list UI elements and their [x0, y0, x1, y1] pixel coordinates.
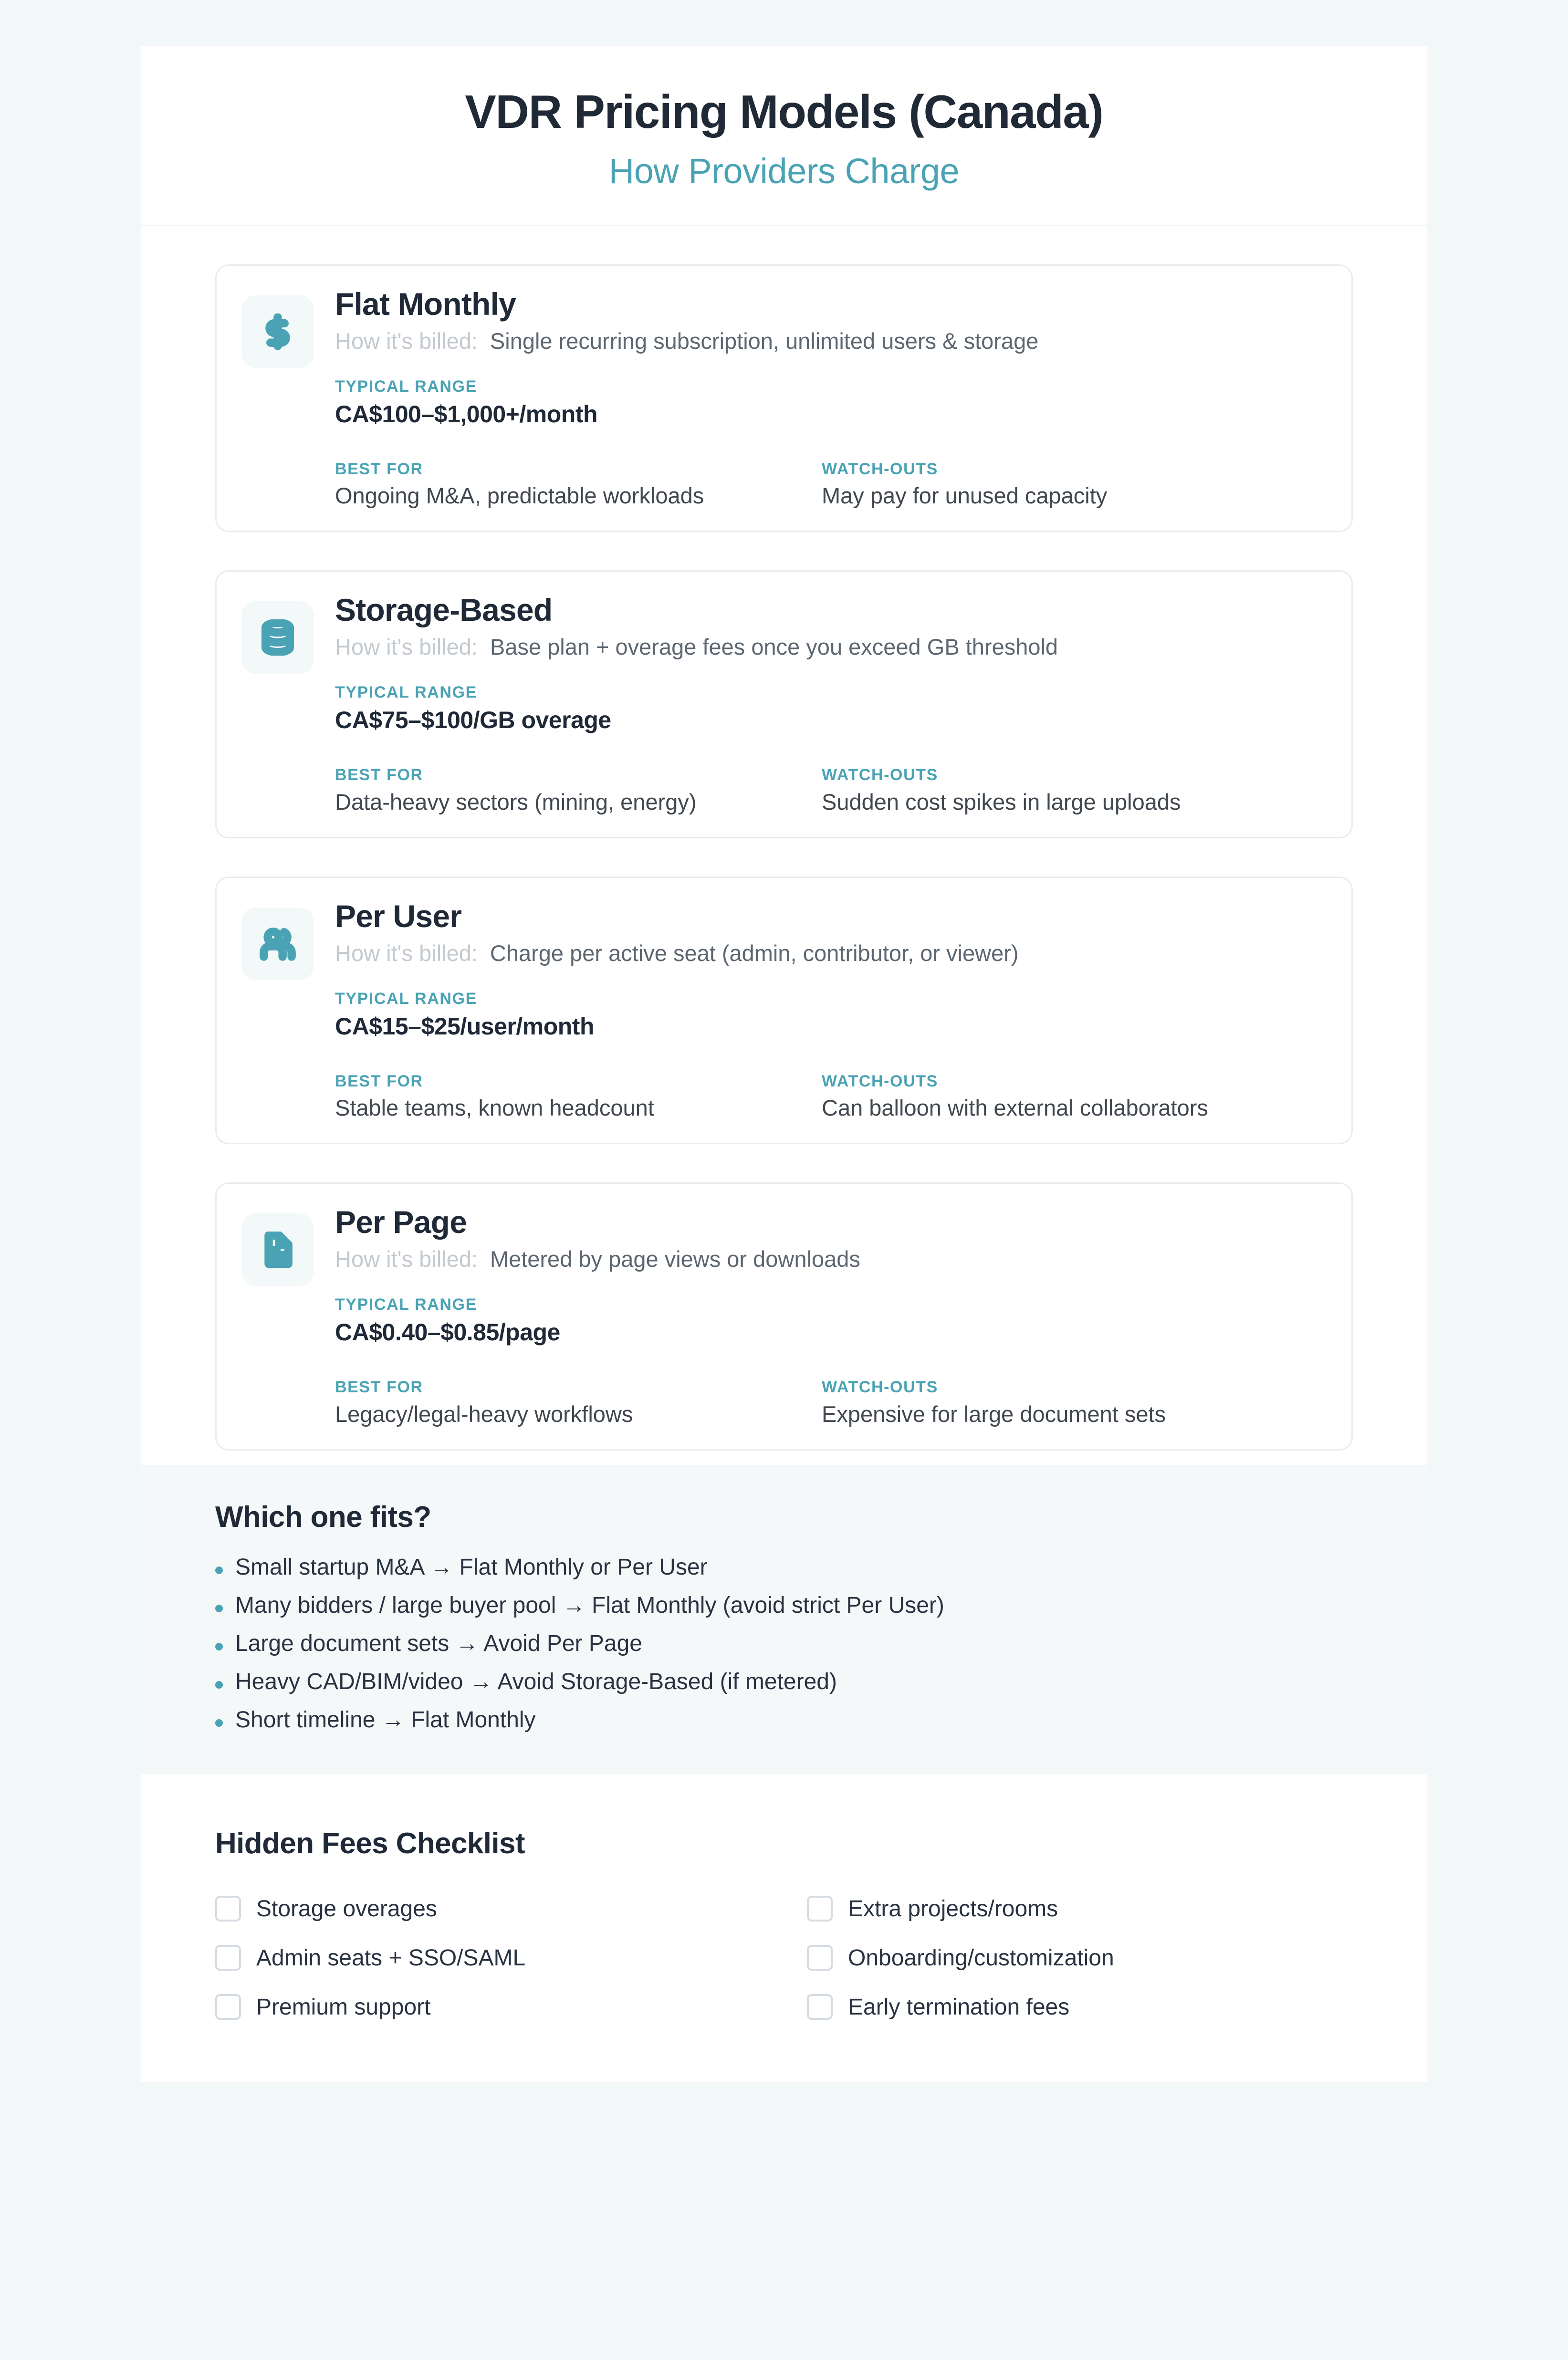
- billed-row: [335, 940, 1327, 966]
- typical-range-block: [335, 377, 1327, 428]
- typical-range-value: CA$0.40–$0.85/page: [335, 1319, 560, 1346]
- typical-range-value: CA$100–$1,000+/month: [335, 400, 598, 428]
- list-item-label: Small startup M&A → Flat Monthly or Per User: [235, 1554, 708, 1580]
- list-item-label: Short timeline → Flat Monthly: [235, 1707, 536, 1733]
- typical-range-block: [335, 989, 1327, 1040]
- billed-value: Metered by page views or downloads: [490, 1246, 860, 1272]
- bullet-icon: [215, 1643, 223, 1650]
- card-body: [335, 1206, 1327, 1427]
- checkbox-icon[interactable]: [215, 1994, 241, 2020]
- best-for-value: Legacy/legal-heavy workflows: [335, 1401, 633, 1427]
- dollar-sign-icon: [241, 295, 314, 368]
- checklist-item[interactable]: [807, 1896, 1353, 1922]
- best-for-block: [335, 1378, 822, 1427]
- billed-label: How it's billed:: [335, 634, 478, 660]
- hidden-fees-title: Hidden Fees Checklist: [215, 1827, 525, 1860]
- list-item: [215, 1592, 1353, 1619]
- typical-range-label: TYPICAL RANGE: [335, 377, 477, 396]
- watch-outs-label: WATCH-OUTS: [822, 459, 938, 478]
- list-item: [215, 1669, 1353, 1695]
- checklist-item[interactable]: [215, 1994, 807, 2020]
- best-for-value: Data-heavy sectors (mining, energy): [335, 789, 697, 815]
- checklist-item[interactable]: [215, 1896, 807, 1922]
- card-body: [335, 288, 1327, 509]
- checklist-item[interactable]: [807, 1994, 1353, 2020]
- which-one-fits-title: Which one fits?: [215, 1500, 431, 1534]
- checkbox-icon[interactable]: [807, 1994, 833, 2020]
- watch-outs-value: Sudden cost spikes in large uploads: [822, 789, 1181, 815]
- pricing-model-card-list: [141, 226, 1427, 1465]
- list-item: [215, 1707, 1353, 1733]
- typical-range-label: TYPICAL RANGE: [335, 1295, 477, 1314]
- checklist-item[interactable]: [807, 1945, 1353, 1971]
- which-one-fits-list: [215, 1554, 1353, 1733]
- checkbox-icon[interactable]: [807, 1896, 833, 1921]
- page-title: VDR Pricing Models (Canada): [465, 85, 1103, 138]
- card-body: [335, 900, 1327, 1121]
- typical-range-label: TYPICAL RANGE: [335, 683, 477, 702]
- checklist-item-label: Extra projects/rooms: [848, 1896, 1058, 1921]
- card-footer: [335, 1072, 1327, 1121]
- checkbox-icon[interactable]: [215, 1945, 241, 1971]
- bullet-icon: [215, 1605, 223, 1612]
- billed-label: How it's billed:: [335, 940, 478, 966]
- checklist-item-label: Onboarding/customization: [848, 1945, 1114, 1971]
- hidden-fees-section: [141, 1774, 1427, 2082]
- best-for-value: Ongoing M&A, predictable workloads: [335, 483, 704, 509]
- pricing-model-card[interactable]: [215, 877, 1353, 1145]
- best-for-label: BEST FOR: [335, 459, 423, 478]
- typical-range-label: TYPICAL RANGE: [335, 989, 477, 1008]
- which-one-fits-section: [141, 1465, 1427, 1774]
- page-subtitle: How Providers Charge: [608, 151, 960, 191]
- checklist-item-label: Early termination fees: [848, 1994, 1070, 2020]
- bullet-icon: [215, 1681, 223, 1689]
- users-icon: [241, 908, 314, 980]
- typical-range-block: [335, 683, 1327, 734]
- infographic-page: [141, 46, 1427, 2082]
- watch-outs-block: [822, 765, 1327, 815]
- card-footer: [335, 1378, 1327, 1427]
- list-item-label: Many bidders / large buyer pool → Flat Monthly (avoid strict Per User): [235, 1592, 944, 1618]
- billed-row: [335, 634, 1327, 660]
- checkbox-icon[interactable]: [807, 1945, 833, 1971]
- billed-value: Charge per active seat (admin, contributor, or viewer): [490, 940, 1019, 966]
- best-for-block: [335, 459, 822, 509]
- best-for-label: BEST FOR: [335, 1072, 423, 1090]
- card-title: Storage-Based: [335, 592, 553, 628]
- best-for-block: [335, 765, 822, 815]
- watch-outs-label: WATCH-OUTS: [822, 766, 938, 784]
- typical-range-block: [335, 1295, 1327, 1346]
- checklist-item-label: Storage overages: [256, 1896, 437, 1921]
- list-item: [215, 1554, 1353, 1580]
- billed-value: Base plan + overage fees once you exceed GB threshold: [490, 634, 1058, 660]
- watch-outs-label: WATCH-OUTS: [822, 1378, 938, 1397]
- billed-value: Single recurring subscription, unlimited users & storage: [490, 328, 1039, 354]
- watch-outs-block: [822, 1072, 1327, 1121]
- billed-label: How it's billed:: [335, 1246, 478, 1272]
- database-icon: [241, 601, 314, 674]
- list-item-label: Large document sets → Avoid Per Page: [235, 1630, 642, 1656]
- card-title: Flat Monthly: [335, 286, 516, 322]
- typical-range-value: CA$15–$25/user/month: [335, 1013, 595, 1040]
- best-for-block: [335, 1072, 822, 1121]
- card-title: Per Page: [335, 1204, 467, 1240]
- best-for-label: BEST FOR: [335, 766, 423, 784]
- billed-label: How it's billed:: [335, 328, 478, 354]
- typical-range-value: CA$75–$100/GB overage: [335, 707, 611, 734]
- list-item: [215, 1630, 1353, 1657]
- best-for-value: Stable teams, known headcount: [335, 1095, 654, 1121]
- checklist-item[interactable]: [215, 1945, 807, 1971]
- card-footer: [335, 765, 1327, 815]
- billed-row: [335, 328, 1327, 354]
- bullet-icon: [215, 1719, 223, 1727]
- watch-outs-block: [822, 459, 1327, 509]
- bullet-icon: [215, 1566, 223, 1574]
- hidden-fees-grid: [215, 1896, 1353, 2020]
- checkbox-icon[interactable]: [215, 1896, 241, 1921]
- best-for-label: BEST FOR: [335, 1378, 423, 1397]
- watch-outs-label: WATCH-OUTS: [822, 1072, 938, 1090]
- pricing-model-card[interactable]: [215, 570, 1353, 838]
- pricing-model-card[interactable]: [215, 1182, 1353, 1451]
- pricing-model-card[interactable]: [215, 264, 1353, 533]
- document-icon: [241, 1213, 314, 1286]
- checklist-item-label: Admin seats + SSO/SAML: [256, 1945, 526, 1971]
- card-footer: [335, 459, 1327, 509]
- checklist-item-label: Premium support: [256, 1994, 431, 2020]
- page-header: [141, 46, 1427, 226]
- watch-outs-block: [822, 1378, 1327, 1427]
- list-item-label: Heavy CAD/BIM/video → Avoid Storage-Based (if metered): [235, 1669, 837, 1694]
- card-title: Per User: [335, 898, 462, 934]
- watch-outs-value: Expensive for large document sets: [822, 1401, 1166, 1427]
- watch-outs-value: May pay for unused capacity: [822, 483, 1108, 509]
- watch-outs-value: Can balloon with external collaborators: [822, 1095, 1208, 1121]
- card-body: [335, 594, 1327, 815]
- billed-row: [335, 1246, 1327, 1272]
